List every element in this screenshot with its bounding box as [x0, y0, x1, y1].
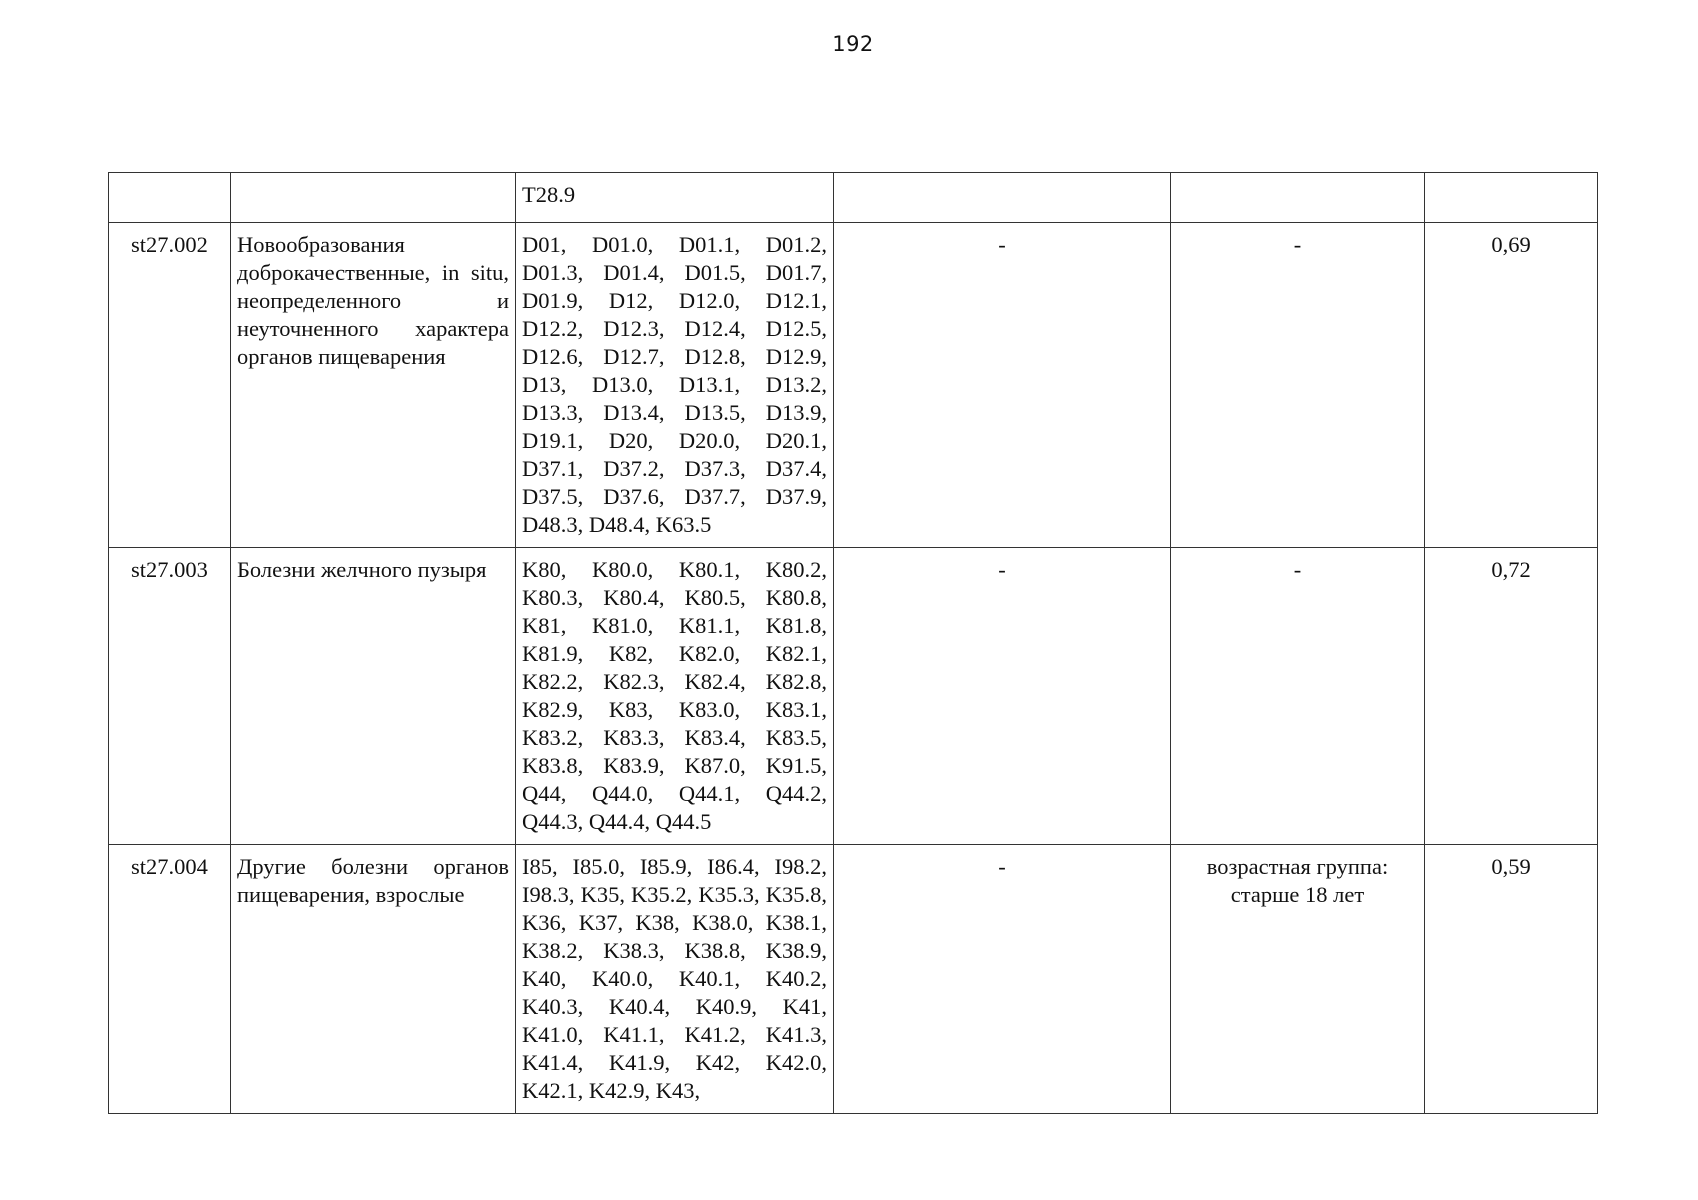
cell-name: Другие болезни органов пищеварения, взрослые [231, 845, 516, 1114]
cell-coefficient: 0,59 [1425, 845, 1598, 1114]
cell-icd-codes: K80, K80.0, K80.1, K80.2, K80.3, K80.4, K80.5, K80.8, K81, K81.0, K81.1, K81.8, K81.9, K82, K82.0, K82.1, K82.2, K82.3, K82.4, K82.8, K82.9, K83, K83.0, K83.1, K83.2, K83.3, K83.4, K83.5, K83.8, K83.9, K87.0, K91.5, Q44, Q44.0, Q44.1, Q44.2, Q44.3, Q44.4, Q44.5 [516, 548, 834, 845]
cell-other-criteria: - [1171, 223, 1425, 548]
cell-code: st27.003 [109, 548, 231, 845]
cell-coefficient: 0,72 [1425, 548, 1598, 845]
cell-coefficient: 0,69 [1425, 223, 1598, 548]
cell-service-code: - [834, 223, 1171, 548]
cell-code: st27.004 [109, 845, 231, 1114]
cell-other-criteria: возрастная группа: старше 18 лет [1171, 845, 1425, 1114]
cell-other-criteria: - [1171, 548, 1425, 845]
table-row [109, 173, 1598, 223]
cell-service-code: - [834, 845, 1171, 1114]
cell-icd-codes: T28.9 [516, 173, 834, 223]
cell-code: st27.002 [109, 223, 231, 548]
cell-code [109, 173, 231, 223]
cell-icd-codes: I85, I85.0, I85.9, I86.4, I98.2, I98.3, K35, K35.2, K35.3, K35.8, K36, K37, K38, K38.0, K38.1, K38.2, K38.3, K38.8, K38.9, K40, K40.0, K40.1, K40.2, K40.3, K40.4, K40.9, K41, K41.0, K41.1, K41.2, K41.3, K41.4, K41.9, K42, K42.0, K42.1, K42.9, K43, [516, 845, 834, 1114]
table-row [109, 548, 1598, 845]
cell-name: Новообразования доброкачественные, in situ, неопределенного и неуточненного характера органов пищеварения [231, 223, 516, 548]
cell-name [231, 173, 516, 223]
cell-name: Болезни желчного пузыря [231, 548, 516, 845]
page-number: 192 [832, 32, 874, 56]
cell-other-criteria [1171, 173, 1425, 223]
cell-icd-codes: D01, D01.0, D01.1, D01.2, D01.3, D01.4, D01.5, D01.7, D01.9, D12, D12.0, D12.1, D12.2, D12.3, D12.4, D12.5, D12.6, D12.7, D12.8, D12.9, D13, D13.0, D13.1, D13.2, D13.3, D13.4, D13.5, D13.9, D19.1, D20, D20.0, D20.1, D37.1, D37.2, D37.3, D37.4, D37.5, D37.6, D37.7, D37.9, D48.3, D48.4, K63.5 [516, 223, 834, 548]
table-row [109, 845, 1598, 1114]
cell-coefficient [1425, 173, 1598, 223]
cell-service-code: - [834, 548, 1171, 845]
table-row [109, 223, 1598, 548]
tariff-table [108, 172, 1598, 1114]
cell-service-code [834, 173, 1171, 223]
